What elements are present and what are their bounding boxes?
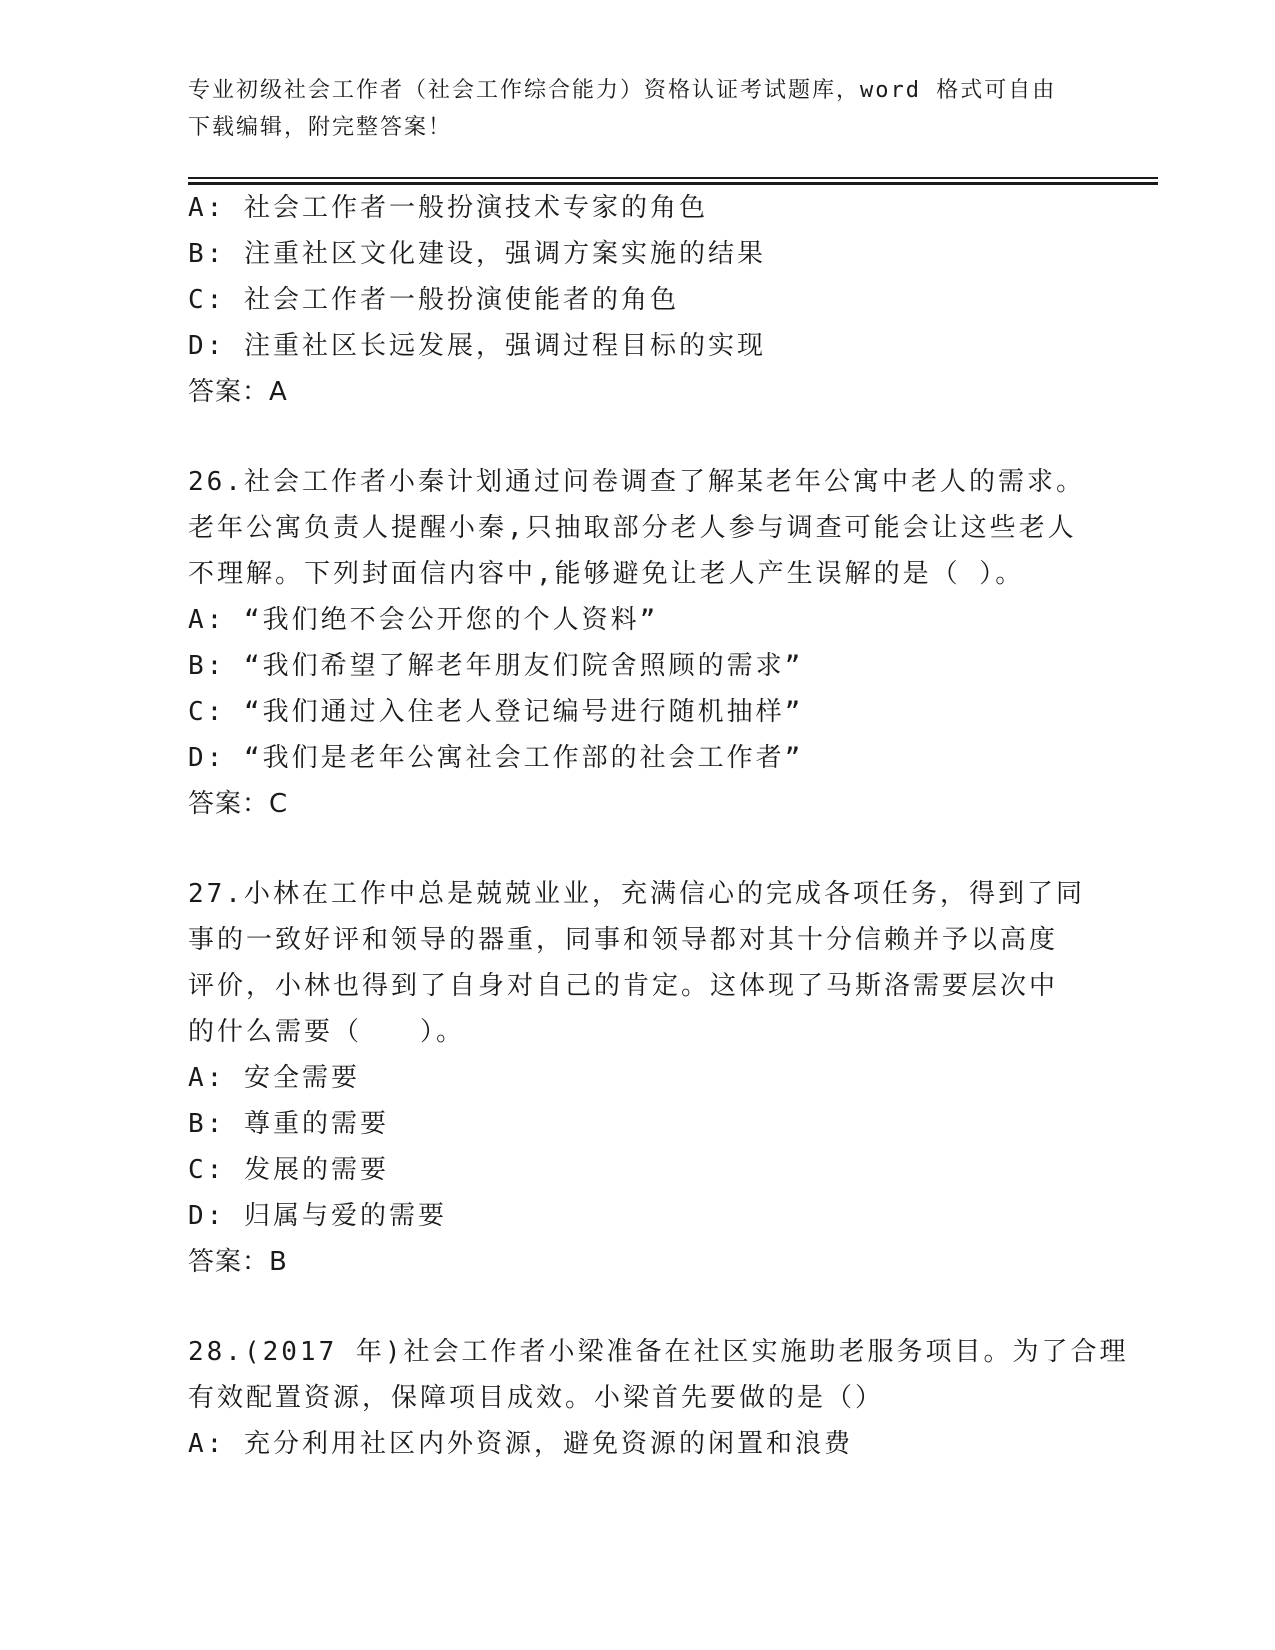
question-25	[188, 185, 1088, 415]
header-line-1: 专业初级社会工作者（社会工作综合能力）资格认证考试题库，word 格式可自由	[188, 78, 1057, 103]
question-stem-line: 事的一致好评和领导的器重，同事和领导都对其十分信赖并予以高度	[188, 925, 1059, 955]
question-stem-line: 的什么需要（ ）。	[188, 1017, 466, 1047]
option-a: A: 安全需要	[188, 1063, 360, 1093]
question-stem-line: 27.小林在工作中总是兢兢业业，充满信心的完成各项任务，得到了同	[188, 879, 1085, 909]
question-27	[188, 871, 1088, 1285]
header-divider-thin	[188, 177, 1158, 179]
question-stem-line: 有效配置资源，保障项目成效。小梁首先要做的是（）	[188, 1383, 885, 1413]
answer-line: 答案：A	[188, 377, 288, 407]
answer-line: 答案：C	[188, 789, 289, 819]
option-d: D: “我们是老年公寓社会工作部的社会工作者”	[188, 743, 804, 773]
option-b: B: 尊重的需要	[188, 1109, 389, 1139]
question-stem-line: 老年公寓负责人提醒小秦,只抽取部分老人参与调查可能会让这些老人	[188, 513, 1077, 543]
question-28	[188, 1329, 1129, 1467]
document-header	[188, 72, 1088, 146]
option-c: C: “我们通过入住老人登记编号进行随机抽样”	[188, 697, 804, 727]
question-stem-line: 26.社会工作者小秦计划通过问卷调查了解某老年公寓中老人的需求。	[188, 467, 1085, 497]
option-a: A: “我们绝不会公开您的个人资料”	[188, 605, 659, 635]
option-b: B: “我们希望了解老年朋友们院舍照顾的需求”	[188, 651, 804, 681]
option-d: D: 归属与爱的需要	[188, 1201, 447, 1231]
question-stem-line: 28.(2017 年)社会工作者小梁准备在社区实施助老服务项目。为了合理	[188, 1337, 1129, 1367]
question-stem-line: 评价，小林也得到了自身对自己的肯定。这体现了马斯洛需要层次中	[188, 971, 1059, 1001]
question-list	[188, 185, 1129, 1467]
header-line-2: 下载编辑，附完整答案！	[188, 115, 453, 140]
option-c: C: 社会工作者一般扮演使能者的角色	[188, 285, 679, 315]
question-26	[188, 459, 1088, 827]
option-a: A: 充分利用社区内外资源，避免资源的闲置和浪费	[188, 1429, 853, 1459]
option-c: C: 发展的需要	[188, 1155, 389, 1185]
option-d: D: 注重社区长远发展，强调过程目标的实现	[188, 331, 766, 361]
option-b: B: 注重社区文化建设，强调方案实施的结果	[188, 239, 766, 269]
option-a: A: 社会工作者一般扮演技术专家的角色	[188, 193, 708, 223]
answer-line: 答案：B	[188, 1247, 288, 1277]
question-stem-line: 不理解。下列封面信内容中,能够避免让老人产生误解的是（ ）。	[188, 559, 1025, 589]
